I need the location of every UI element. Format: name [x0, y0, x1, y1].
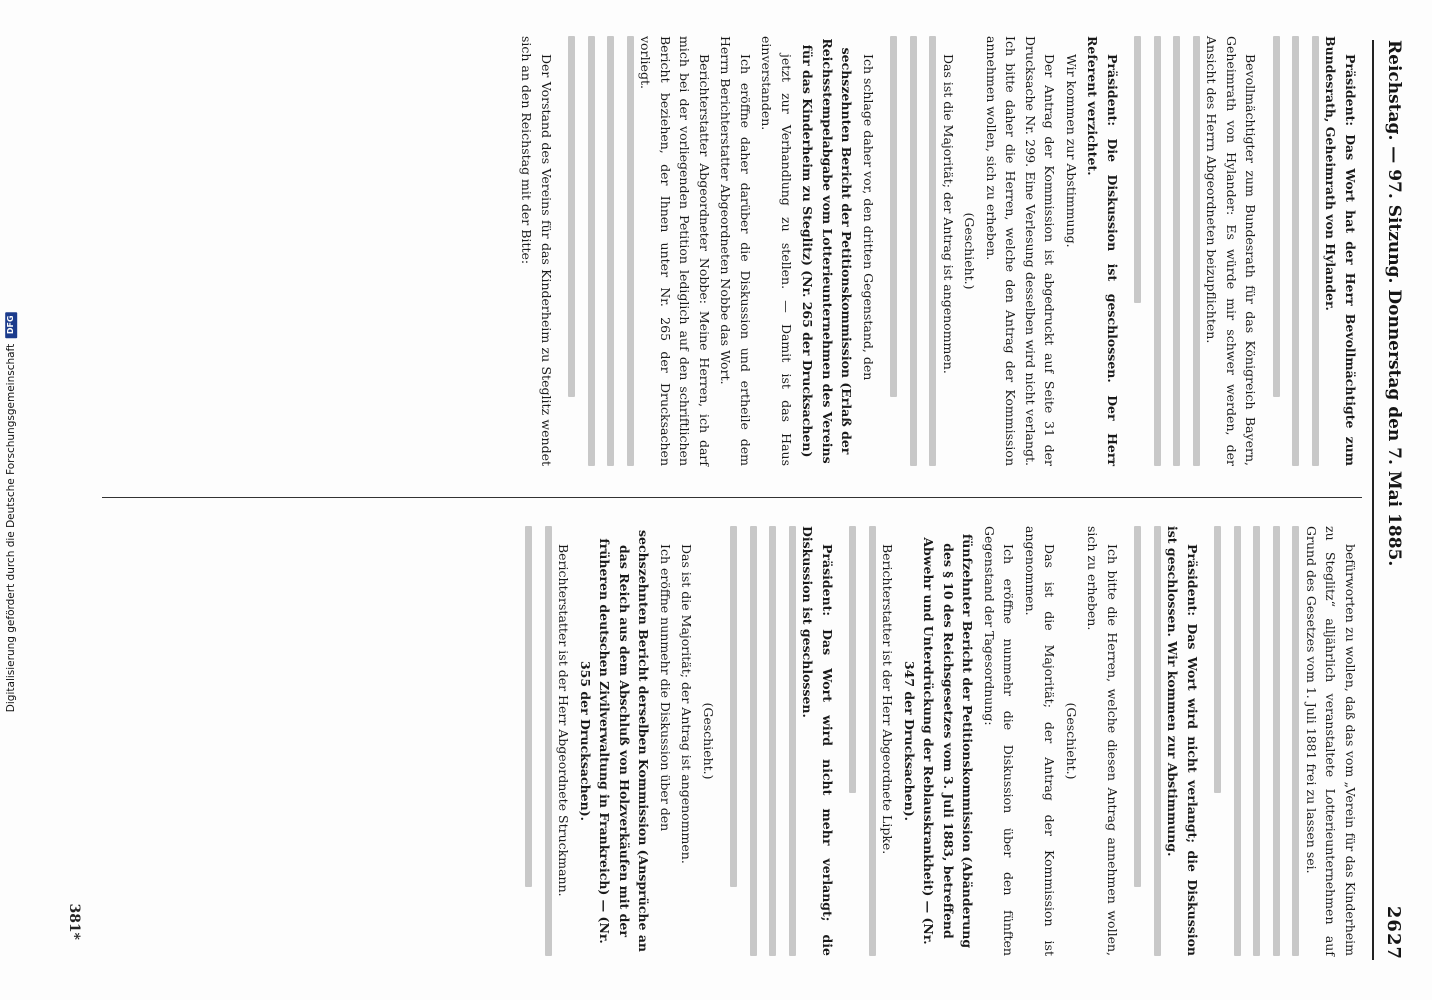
paragraph: sechszehnten Bericht derselben Kommission (Ansprüche an das Reich aus dem Abschluß von Holzverkäufen mit der früheren deutschen Zivilverwaltung in Frankreich) — (Nr. 355 der Drucksachen). — [578, 529, 652, 953]
illegible-text-block — [731, 526, 797, 956]
paragraph: Präsident: Die Diskussion ist geschlossen. Der Herr Referent verzichtet. — [1085, 36, 1120, 466]
paragraph: Das ist die Majorität; der Antrag ist angenommen. — [679, 544, 695, 864]
paragraph: Präsident: Das Wort hat der Herr Bevollmächtigte zum Bundesrath, Geheimrath von Hylander. — [1323, 36, 1358, 466]
illegible-text-block — [1135, 36, 1201, 466]
page-number: 2627 — [1383, 905, 1405, 960]
paragraph: fünfzehnter Bericht der Petitionskommission (Abänderung des § 10 des Reichsgesetzes vom 3. Juli 1883, betreffend Abwehr und Unterdrückung der Reblauskrankheit) — (Nr. 347 der Drucksachen). — [902, 533, 976, 949]
paragraph: Berichterstatter ist der Herr Abgeordnete Lipke. — [880, 544, 896, 855]
illegible-text-block — [891, 36, 937, 466]
paragraph: Bevollmächtigter zum Bundesrath für das Königreich Bayern, Geheimrath von Hylander: Es würde mir schwer werden, der Ansicht des Herrn Abgeordneten beizupflichten. — [1204, 36, 1259, 466]
paragraph: Ich bitte die Herren, welche diesen Antrag annehmen wollen, sich zu erheben. — [1085, 526, 1120, 956]
paragraph: Ich eröffne nunmehr die Diskussion über den fünften Gegenstand der Tagesordnung: — [982, 526, 1017, 956]
illegible-text-block — [1215, 526, 1300, 956]
paragraph: jetzt zur Verhandlung zu stellen. — Damit ist das Haus einverstanden. — [759, 36, 794, 466]
paragraph: befürworten zu wollen, daß das vom „Verein für das Kinderheim zu Steglitz“ alljährlich veranstaltete Lotterieunternehmen auf Grund des Gesetzes vom 1. Juli 1881 frei zu lassen sei. — [1304, 526, 1358, 956]
column-divider — [102, 497, 1362, 498]
right-column — [100, 526, 1360, 956]
illegible-text-block — [850, 526, 877, 956]
sheet-signature: 381* — [66, 903, 82, 940]
paragraph: (Geschieht.) — [701, 702, 716, 780]
illegible-text-block — [569, 36, 635, 466]
paragraph: Wir kommen zur Abstimmung. — [1064, 54, 1079, 248]
paragraph: Das ist die Majorität; der Antrag der Kommission ist angenommen. — [1023, 526, 1058, 956]
paragraph: Präsident: Das Wort wird nicht mehr verlangt; die Diskussion ist geschlossen. — [800, 526, 835, 956]
illegible-text-block — [526, 526, 553, 956]
paragraph: (Geschieht.) — [1064, 702, 1079, 780]
paragraph: Ich schlage daher vor, den dritten Gegenstand, den — [861, 54, 876, 381]
illegible-text-block — [1273, 36, 1319, 466]
page-header — [1372, 40, 1414, 960]
paragraph: Der Vorstand des Vereins für das Kinderheim zu Steglitz wendet sich an den Reichstag mit der Bitte: — [519, 36, 554, 466]
paragraph: Der Antrag der Kommission ist abgedruckt auf Seite 31 der Drucksache Nr. 299. Eine Verlesung desselben wird nicht verlangt. Ich bitte daher die Herren, welche den Antrag der Kommission annehmen wollen, sich zu erheben. — [984, 36, 1058, 466]
credit-text: Digitalisierung gefördert durch die Deutsche Forschungsgemeinschaft — [5, 343, 18, 713]
illegible-text-block — [1135, 526, 1162, 956]
paragraph: sechszehnten Bericht der Petitionskommission (Erlaß der Reichsstempelabgabe vom Lotterieunternehmen des Vereins für das Kinderheim zu Steglitz) (Nr. 265 der Drucksachen) — [800, 38, 855, 464]
paragraph: Ich eröffne nunmehr die Diskussion über den — [658, 544, 673, 832]
paragraph: Berichterstatter ist der Herr Abgeordnete Struckmann. — [556, 544, 572, 897]
paragraph: (Geschieht.) — [962, 212, 978, 290]
paragraph: Ich eröffne daher darüber die Diskussion und ertheile dem Herrn Berichterstatter Abgeordneten Nobbe das Wort. — [718, 36, 753, 466]
dfg-logo: DFG — [5, 312, 17, 338]
paragraph: Berichterstatter Abgeordneter Nobbe: Meine Herren, ich darf mich bei der vorliegenden Petition lediglich auf den schriftlichen Bericht beziehen, der Ihnen unter Nr. 265 der Drucksachen vorliegt. — [638, 36, 712, 466]
paragraph: Präsident: Das Wort wird nicht verlangt; die Diskussion ist geschlossen. Wir kommen zur Abstimmung. — [1165, 526, 1200, 956]
running-title: Reichstag. — 97. Sitzung. Donnerstag den 7. Mai 1885. — [1384, 40, 1404, 567]
left-column — [100, 36, 1360, 466]
paragraph: Das ist die Majorität; der Antrag ist angenommen. — [941, 54, 956, 374]
digitization-credit — [4, 32, 18, 992]
